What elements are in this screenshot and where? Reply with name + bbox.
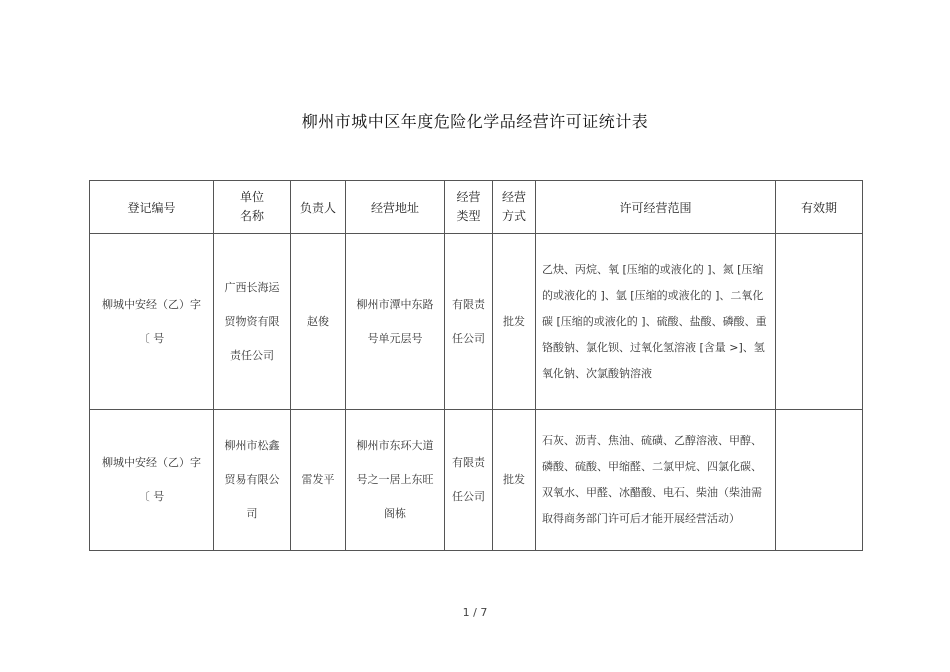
header-person: 负责人 xyxy=(291,181,346,234)
permit-table xyxy=(89,180,863,551)
cell-address: 柳州市潭中东路 号单元层号 xyxy=(346,234,445,410)
cell-biz-mode: 批发 xyxy=(493,410,536,551)
header-unit-name: 单位 名称 xyxy=(214,181,291,234)
header-biz-type: 经营 类型 xyxy=(445,181,493,234)
cell-biz-type: 有限责 任公司 xyxy=(445,234,493,410)
cell-scope: 石灰、沥青、焦油、硫磺、乙醇溶液、甲醇、磷酸、硫酸、甲缩醛、二氯甲烷、四氯化碳、双氧水、甲醛、冰醋酸、电石、柴油（柴油需取得商务部门许可后才能开展经营活动） xyxy=(536,410,776,551)
cell-unit-name: 广西长海运 贸物资有限 责任公司 xyxy=(214,234,291,410)
document-title: 柳州市城中区年度危险化学品经营许可证统计表 xyxy=(301,112,649,131)
cell-person: 雷发平 xyxy=(291,410,346,551)
cell-scope: 乙炔、丙烷、氧 [压缩的或液化的 ]、氮 [压缩的或液化的 ]、氩 [压缩的或液化的 ]、二氧化碳 [压缩的或液化的 ]、硫酸、盐酸、磷酸、重铬酸钠、氯化钡、过氧化氢溶液 [含量 >]、氢氧化钠、次氯酸钠溶液 xyxy=(536,234,776,410)
cell-biz-type: 有限责 任公司 xyxy=(445,410,493,551)
header-address: 经营地址 xyxy=(346,181,445,234)
header-biz-mode: 经营 方式 xyxy=(493,181,536,234)
cell-address: 柳州市东环大道 号之一居上东旺 阁栋 xyxy=(346,410,445,551)
table-header-row xyxy=(90,181,863,234)
cell-reg-no: 柳城中安经（乙）字 〔 号 xyxy=(90,410,214,551)
page-number: 1 / 7 xyxy=(462,606,488,619)
cell-person: 赵俊 xyxy=(291,234,346,410)
cell-reg-no: 柳城中安经（乙）字 〔 号 xyxy=(90,234,214,410)
cell-unit-name: 柳州市松鑫 贸易有限公 司 xyxy=(214,410,291,551)
header-reg-no: 登记编号 xyxy=(90,181,214,234)
cell-validity xyxy=(776,234,863,410)
table-row xyxy=(90,410,863,551)
cell-biz-mode: 批发 xyxy=(493,234,536,410)
cell-validity xyxy=(776,410,863,551)
header-scope: 许可经营范围 xyxy=(536,181,776,234)
header-validity: 有效期 xyxy=(776,181,863,234)
table-row xyxy=(90,234,863,410)
